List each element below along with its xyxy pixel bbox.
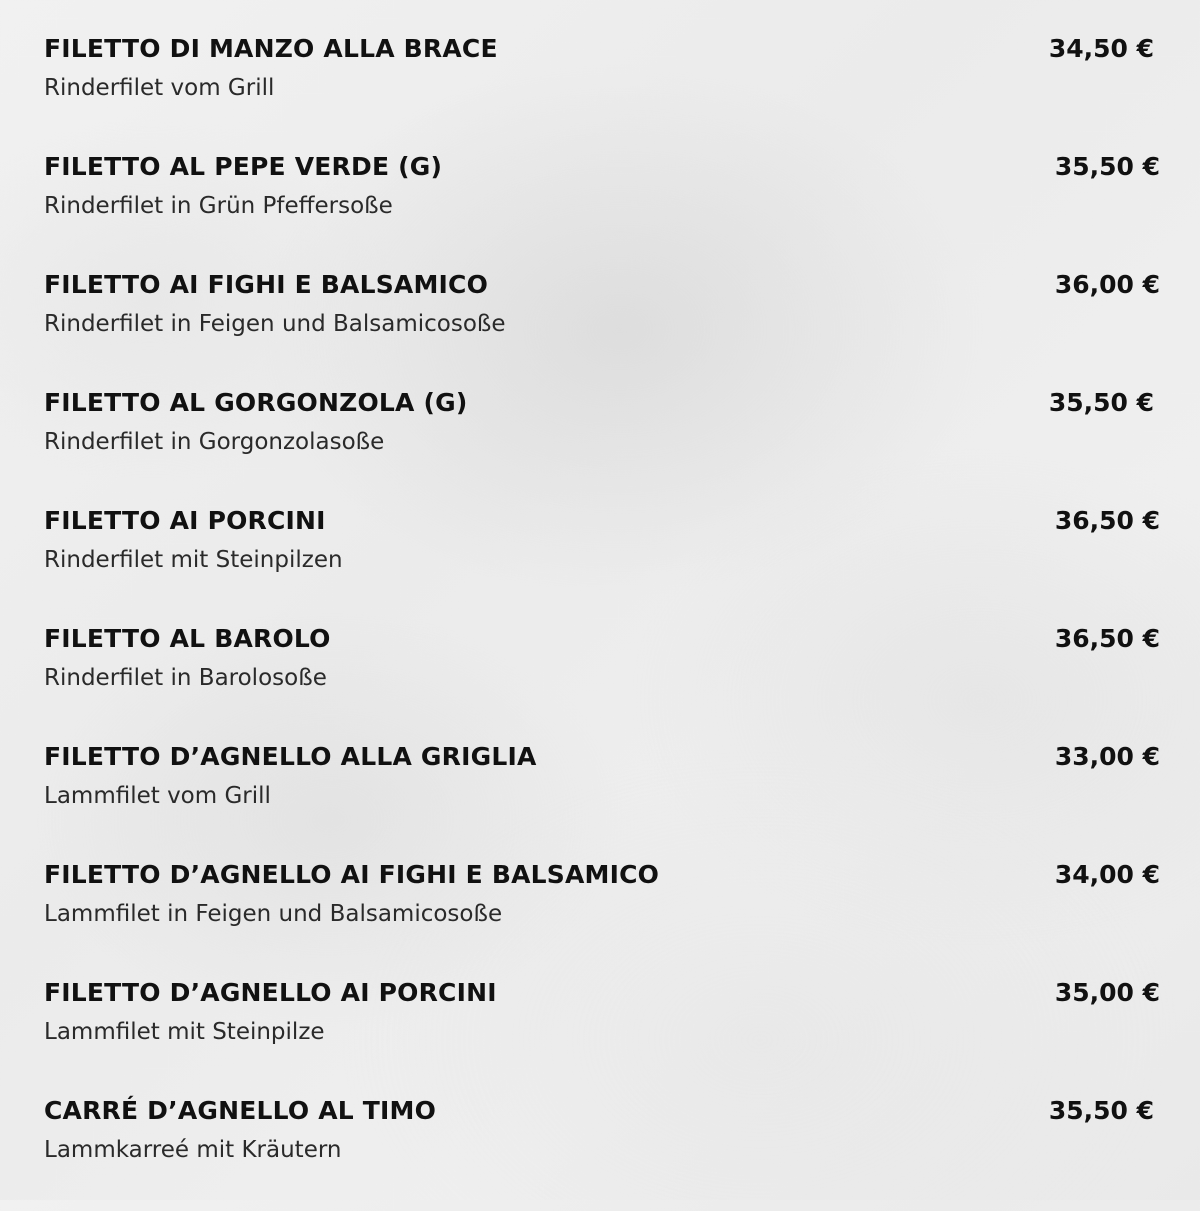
menu-item bbox=[44, 267, 1160, 385]
dish-name: FILETTO AL GORGONZOLA (G) bbox=[44, 388, 468, 417]
dish-name: FILETTO AI PORCINI bbox=[44, 506, 326, 535]
menu-item bbox=[44, 857, 1160, 975]
dish-name: FILETTO DI MANZO ALLA BRACE bbox=[44, 34, 498, 63]
dish-description: Rinderfilet in Feigen und Balsamicosoße bbox=[44, 311, 506, 337]
dish-description: Lammfilet vom Grill bbox=[44, 783, 271, 809]
dish-name: FILETTO D’AGNELLO ALLA GRIGLIA bbox=[44, 742, 537, 771]
menu-item bbox=[44, 149, 1160, 267]
dish-description: Rinderfilet in Grün Pfeffersoße bbox=[44, 193, 393, 219]
dish-price: 34,50 € bbox=[1048, 34, 1154, 63]
menu-item bbox=[44, 385, 1160, 503]
dish-description: Rinderfilet vom Grill bbox=[44, 75, 275, 101]
dish-price: 35,50 € bbox=[1054, 152, 1160, 181]
dish-description: Lammfilet mit Steinpilze bbox=[44, 1019, 325, 1045]
dish-description: Lammkarreé mit Kräutern bbox=[44, 1137, 342, 1163]
menu-item bbox=[44, 621, 1160, 739]
menu-item bbox=[44, 503, 1160, 621]
dish-name: FILETTO AI FIGHI E BALSAMICO bbox=[44, 270, 489, 299]
dish-name: FILETTO AL PEPE VERDE (G) bbox=[44, 152, 443, 181]
dish-description: Rinderfilet in Gorgonzolasoße bbox=[44, 429, 385, 455]
dish-name: FILETTO AL BAROLO bbox=[44, 624, 331, 653]
menu-item bbox=[44, 975, 1160, 1093]
dish-price: 36,50 € bbox=[1054, 624, 1160, 653]
dish-price: 34,00 € bbox=[1054, 860, 1160, 889]
dish-description: Rinderfilet in Barolosoße bbox=[44, 665, 327, 691]
menu-item bbox=[44, 739, 1160, 857]
dish-description: Rinderfilet mit Steinpilzen bbox=[44, 547, 343, 573]
dish-price: 35,50 € bbox=[1048, 388, 1154, 417]
menu-item bbox=[44, 1093, 1160, 1211]
dish-description: Lammfilet in Feigen und Balsamicosoße bbox=[44, 901, 503, 927]
dish-price: 36,00 € bbox=[1054, 270, 1160, 299]
dish-price: 35,00 € bbox=[1054, 978, 1160, 1007]
menu-item bbox=[44, 31, 1160, 149]
dish-name: CARRÉ D’AGNELLO AL TIMO bbox=[44, 1096, 437, 1125]
dish-name: FILETTO D’AGNELLO AI PORCINI bbox=[44, 978, 497, 1007]
dish-price: 35,50 € bbox=[1048, 1096, 1154, 1125]
dish-price: 36,50 € bbox=[1054, 506, 1160, 535]
dish-name: FILETTO D’AGNELLO AI FIGHI E BALSAMICO bbox=[44, 860, 660, 889]
dish-price: 33,00 € bbox=[1054, 742, 1160, 771]
menu-list bbox=[44, 31, 1160, 1211]
